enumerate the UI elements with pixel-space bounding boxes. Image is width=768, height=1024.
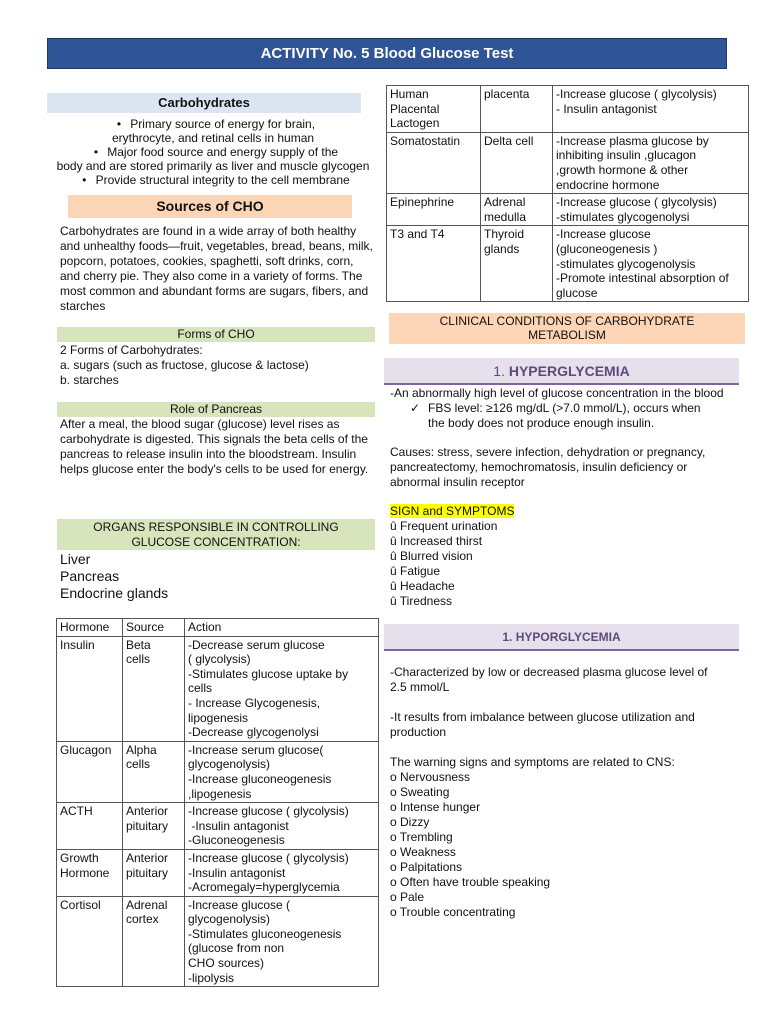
sources-heading: Sources of CHO [68, 195, 352, 218]
hormone-table [56, 618, 379, 987]
header-source: Source [123, 619, 185, 637]
list-item: o Trouble concentrating [390, 905, 516, 919]
table-row: Glucagon Alpha cells -Increase serum glucose( glycogenolysis) -Increase gluconeogenesis ,lipogenesis [57, 741, 379, 802]
hypoglycemia-signs-list [390, 770, 550, 920]
carb-bullet-2-cont: body and are stored primarily as liver and muscle glycogen [56, 159, 370, 173]
list-item: o Pale [390, 890, 425, 904]
pancreas-text: After a meal, the blood sugar (glucose) level rises as carbohydrate is digested. This signals the beta cells of the pancreas to release insulin into the bloodstream. Insulin helps glucose enter the body's cells to be used for energy. [60, 417, 369, 476]
clinical-conditions-heading: CLINICAL CONDITIONS OF CARBOHYDRATE METABOLISM [389, 313, 745, 344]
fbs-criteria: ✓ FBS level: ≥126 mg/dL (>7.0 mmol/L), occurs when the body does not produce enough insulin. [410, 401, 701, 430]
forms-heading: Forms of CHO [57, 327, 375, 342]
list-item: o Trembling [390, 830, 453, 844]
list-item: û Fatigue [390, 564, 441, 578]
hypoglycemia-heading: 1. HYPORGLYCEMIA [384, 624, 739, 651]
pancreas-heading: Role of Pancreas [57, 402, 375, 417]
hypoglycemia-p1: -Characterized by low or decreased plasma glucose level of 2.5 mmol/L [390, 665, 708, 694]
table-header-row [57, 619, 379, 637]
header-action: Action [185, 619, 379, 637]
carb-bullet-1: • Primary source of energy for brain, [116, 117, 316, 131]
list-item: o Dizzy [390, 815, 430, 829]
hyperglycemia-causes: Causes: stress, severe infection, dehydration or pregnancy, pancreatectomy, hemochromatosis, insulin deficiency or abnormal insulin receptor [390, 445, 706, 489]
hypoglycemia-p3: The warning signs and symptoms are related to CNS: [390, 755, 675, 769]
organs-heading: ORGANS RESPONSIBLE IN CONTROLLING GLUCOSE CONCENTRATION: [57, 519, 375, 550]
check-icon: ✓ [410, 401, 421, 415]
sources-text: Carbohydrates are found in a wide array of both healthy and unhealthy foods—fruit, vegetables, bread, beans, milk, popcorn, potatoes, cookies, spaghetti, soft drinks, corn, and cherry pie. They also come in a variety of forms. The most common and abundant forms are sugars, fibers, and starches [60, 224, 373, 313]
table-row: Human Placental Lactogen placenta -Increase glucose ( glycolysis) - Insulin antagonist [387, 86, 749, 133]
hyperglycemia-signs-list [390, 519, 497, 609]
table-row: Epinephrine Adrenal medulla -Increase glucose ( glycolysis) -stimulates glycogenolysi [387, 194, 749, 226]
table-row: Somatostatin Delta cell -Increase plasma glucose by inhibiting insulin ,glucagon ,growth hormone & other endocrine hormone [387, 132, 749, 193]
carbohydrates-heading: Carbohydrates [47, 93, 361, 113]
hyperglycemia-definition: -An abnormally high level of glucose concentration in the blood [390, 386, 724, 400]
list-item: û Tiredness [390, 594, 453, 608]
carb-bullet-3: • Provide structural integrity to the cell membrane [82, 173, 350, 187]
table-row: T3 and T4 Thyroid glands -Increase glucose (gluconeogenesis ) -stimulates glycogenolysis -Promote intestinal absorption of glucose [387, 226, 749, 302]
list-item: o Weakness [390, 845, 456, 859]
organs-list [60, 551, 168, 602]
page-title: ACTIVITY No. 5 Blood Glucose Test [47, 38, 727, 69]
carbohydrates-list [47, 117, 379, 187]
organ-item: Liver [60, 551, 91, 567]
signs-heading: SIGN and SYMPTOMS [390, 504, 515, 518]
list-item: û Headache [390, 579, 455, 593]
list-item: o Nervousness [390, 770, 471, 784]
list-item: o Palpitations [390, 860, 463, 874]
list-item: û Blurred vision [390, 549, 473, 563]
list-item: o Intense hunger [390, 800, 481, 814]
carb-bullet-1-cont: erythrocyte, and retinal cells in human [111, 131, 315, 145]
table-row: ACTH Anterior pituitary -Increase glucose ( glycolysis) -Insulin antagonist -Gluconeogenesis [57, 803, 379, 850]
hormone-table-continued [386, 85, 749, 302]
list-item: û Increased thirst [390, 534, 483, 548]
organ-item: Endocrine glands [60, 585, 169, 601]
header-hormone: Hormone [57, 619, 123, 637]
hyperglycemia-heading: 1. HYPERGLYCEMIA [384, 358, 739, 385]
list-item: û Frequent urination [390, 519, 498, 533]
table-row: Insulin Beta cells -Decrease serum glucose ( glycolysis) -Stimulates glucose uptake by cells - Increase Glycogenesis, lipogenesis -Decrease glycogenolysi [57, 636, 379, 741]
hypoglycemia-p2: -It results from imbalance between glucose utilization and production [390, 710, 695, 739]
forms-list: 2 Forms of Carbohydrates: a. sugars (such as fructose, glucose & lactose) b. starches [60, 343, 309, 387]
table-row: Growth Hormone Anterior pituitary -Increase glucose ( glycolysis) -Insulin antagonist -Acromegaly=hyperglycemia [57, 849, 379, 896]
table-row: Cortisol Adrenal cortex -Increase glucose ( glycogenolysis) -Stimulates gluconeogenesis (glucose from non CHO sources) -lipolysis [57, 896, 379, 987]
list-item: o Often have trouble speaking [390, 875, 551, 889]
list-item: o Sweating [390, 785, 450, 799]
organ-item: Pancreas [60, 568, 120, 584]
carb-bullet-2: • Major food source and energy supply of the [93, 145, 339, 159]
